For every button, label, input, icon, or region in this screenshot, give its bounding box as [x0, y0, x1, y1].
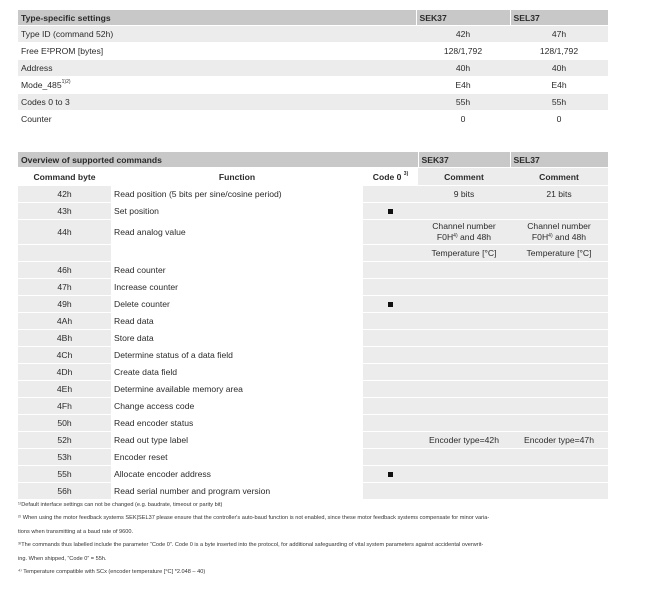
command-byte: [18, 245, 111, 262]
comment-sel37: [510, 381, 608, 398]
comment-sek37: [418, 279, 510, 296]
setting-value-sel37: 55h: [510, 94, 608, 111]
comment-sek37: 9 bits: [418, 186, 510, 203]
commands-title: Overview of supported commands: [18, 152, 418, 168]
setting-value-sel37: 128/1,792: [510, 43, 608, 60]
setting-value-sek37: 55h: [416, 94, 510, 111]
comment-sek37: [418, 330, 510, 347]
command-row: [18, 449, 608, 466]
col-sek37: SEK37: [418, 152, 510, 168]
code0-mark-icon: [388, 302, 393, 307]
code0-cell: [363, 364, 418, 381]
code0-cell: [363, 313, 418, 330]
code0-cell: [363, 296, 418, 313]
command-row: [18, 279, 608, 296]
footnote-line: ³⁾The commands thus labelled include the parameter “Code 0”. Code 0 is a byte inserted into the protocol, for additional safeguarding of vital system parameters against accidental overwrit-: [18, 542, 484, 549]
code0-cell: [363, 432, 418, 449]
col-sek37: SEK37: [416, 10, 510, 26]
footnote-line: ¹⁾Default interface settings can not be changed (e.g. baudrate, timeout or parity bit): [18, 502, 223, 508]
command-function: Read out type label: [111, 432, 363, 449]
comment-sel37: [510, 203, 608, 220]
command-byte: 56h: [18, 483, 111, 500]
commands-header: [18, 152, 608, 168]
code0-cell: [363, 483, 418, 500]
comment-sek37: [418, 364, 510, 381]
command-row: [18, 466, 608, 483]
command-byte: 53h: [18, 449, 111, 466]
command-byte: 4Ah: [18, 313, 111, 330]
command-function: Read position (5 bits per sine/cosine period): [111, 186, 363, 203]
head-command-byte: Command byte: [18, 168, 111, 186]
command-row: [18, 186, 608, 203]
command-function: Read analog value: [111, 220, 363, 245]
setting-label: Type ID (command 52h): [18, 26, 416, 43]
comment-sek37: [418, 296, 510, 313]
code0-mark-icon: [388, 472, 393, 477]
command-function: Increase counter: [111, 279, 363, 296]
footnote-line: ing. When shipped, “Code 0” = 55h.: [18, 555, 107, 562]
footnote-line: ²⁾ When using the motor feedback systems SEK|SEL37 please ensure that the controller's auto-baud function is not enabled, since these motor feedback systems compensate for minor varia-: [18, 515, 490, 522]
code0-cell: [363, 415, 418, 432]
command-row: [18, 262, 608, 279]
command-row: [18, 313, 608, 330]
command-function: Determine status of a data field: [111, 347, 363, 364]
type-settings-row: [18, 77, 608, 94]
command-row: [18, 245, 608, 262]
type-settings-row: [18, 94, 608, 111]
command-byte: 47h: [18, 279, 111, 296]
setting-value-sek37: E4h: [416, 77, 510, 94]
comment-sel37: 21 bits: [510, 186, 608, 203]
type-settings-row: [18, 26, 608, 43]
command-function: Read encoder status: [111, 415, 363, 432]
command-row: [18, 398, 608, 415]
comment-sel37: [510, 449, 608, 466]
comment-sek37: [418, 483, 510, 500]
head-comment-sel37: Comment: [510, 168, 608, 186]
type-settings-row: [18, 43, 608, 60]
setting-label: Counter: [18, 111, 416, 128]
command-function: Delete counter: [111, 296, 363, 313]
command-byte: 46h: [18, 262, 111, 279]
command-byte: 44h: [18, 220, 111, 245]
code0-cell: [363, 449, 418, 466]
command-row: [18, 432, 608, 449]
command-byte: 4Fh: [18, 398, 111, 415]
comment-sek37: [418, 381, 510, 398]
command-byte: 55h: [18, 466, 111, 483]
setting-value-sek37: 42h: [416, 26, 510, 43]
comment-sel37: [510, 398, 608, 415]
command-function: Create data field: [111, 364, 363, 381]
setting-value-sel37: 0: [510, 111, 608, 128]
code0-cell: [363, 466, 418, 483]
code0-cell: [363, 245, 418, 262]
commands-table: [18, 152, 608, 500]
comment-sek37: [418, 415, 510, 432]
command-function: Read data: [111, 313, 363, 330]
command-function: Change access code: [111, 398, 363, 415]
command-function: Read serial number and program version: [111, 483, 363, 500]
code0-cell: [363, 279, 418, 296]
type-settings-title: Type-specific settings: [18, 10, 416, 26]
comment-sek37: [418, 313, 510, 330]
comment-sek37: [418, 449, 510, 466]
command-function: Encoder reset: [111, 449, 363, 466]
command-function: Set position: [111, 203, 363, 220]
code0-cell: [363, 330, 418, 347]
command-byte: 52h: [18, 432, 111, 449]
command-row: [18, 364, 608, 381]
code0-cell: [363, 186, 418, 203]
footnote-line: tions when transmitting at a baud rate of 9600.: [18, 528, 134, 535]
setting-value-sel37: 40h: [510, 60, 608, 77]
command-function: Allocate encoder address: [111, 466, 363, 483]
comment-sel37: [510, 279, 608, 296]
command-byte: 4Eh: [18, 381, 111, 398]
command-row: [18, 203, 608, 220]
setting-value-sek37: 0: [416, 111, 510, 128]
setting-value-sek37: 40h: [416, 60, 510, 77]
comment-sek37: Temperature [°C]: [418, 245, 510, 262]
comment-sek37: [418, 203, 510, 220]
command-function: [111, 245, 363, 262]
command-row: [18, 347, 608, 364]
setting-label: Free E²PROM [bytes]: [18, 43, 416, 60]
comment-sel37: Encoder type=47h: [510, 432, 608, 449]
command-byte: 49h: [18, 296, 111, 313]
command-row: [18, 381, 608, 398]
command-row: [18, 415, 608, 432]
head-comment-sek37: Comment: [418, 168, 510, 186]
code0-mark-icon: [388, 209, 393, 214]
comment-sel37: [510, 466, 608, 483]
command-byte: 4Ch: [18, 347, 111, 364]
comment-sek37: Channel number $F0H^{4)}$ and 48h: [418, 220, 510, 245]
command-function: Read counter: [111, 262, 363, 279]
head-function: Function: [111, 168, 363, 186]
setting-label: Codes 0 to 3: [18, 94, 416, 111]
type-settings-row: [18, 60, 608, 77]
setting-value-sel37: 47h: [510, 26, 608, 43]
command-row: [18, 330, 608, 347]
code0-cell: [363, 398, 418, 415]
command-row: [18, 483, 608, 500]
comment-sek37: [418, 466, 510, 483]
command-byte: 4Bh: [18, 330, 111, 347]
code0-cell: [363, 381, 418, 398]
footnotes: [18, 499, 618, 579]
setting-label: $Mode\_485^{1)2)}$: [18, 77, 416, 94]
command-row: [18, 220, 608, 245]
type-settings-table: [18, 10, 608, 128]
col-sel37: SEL37: [510, 10, 608, 26]
command-row: [18, 296, 608, 313]
comment-sel37: [510, 415, 608, 432]
comment-sek37: [418, 262, 510, 279]
comment-sel37: [510, 364, 608, 381]
command-byte: 50h: [18, 415, 111, 432]
commands-subheader: [18, 168, 608, 186]
comment-sek37: [418, 347, 510, 364]
comment-sek37: [418, 398, 510, 415]
command-byte: 4Dh: [18, 364, 111, 381]
command-function: Store data: [111, 330, 363, 347]
command-byte: 42h: [18, 186, 111, 203]
setting-value-sel37: E4h: [510, 77, 608, 94]
col-sel37: SEL37: [510, 152, 608, 168]
code0-cell: [363, 347, 418, 364]
comment-sel37: [510, 262, 608, 279]
footnote-line: ⁴⁾ Temperature compatible with SCx (encoder temperature [°C] *2.048 – 40): [18, 568, 206, 575]
setting-label: Address: [18, 60, 416, 77]
code0-cell: [363, 203, 418, 220]
code0-cell: [363, 262, 418, 279]
comment-sel37: [510, 483, 608, 500]
code0-cell: [363, 220, 418, 245]
comment-sek37: Encoder type=42h: [418, 432, 510, 449]
comment-sel37: Channel number $F0H^{4)}$ and 48h: [510, 220, 608, 245]
setting-value-sek37: 128/1,792: [416, 43, 510, 60]
comment-sel37: [510, 330, 608, 347]
head-code0: Code 0 $^{3)}$: [363, 168, 418, 186]
type-settings-row: [18, 111, 608, 128]
comment-sel37: [510, 347, 608, 364]
command-function: Determine available memory area: [111, 381, 363, 398]
comment-sel37: Temperature [°C]: [510, 245, 608, 262]
comment-sel37: [510, 296, 608, 313]
command-byte: 43h: [18, 203, 111, 220]
type-settings-header: [18, 10, 608, 26]
comment-sel37: [510, 313, 608, 330]
